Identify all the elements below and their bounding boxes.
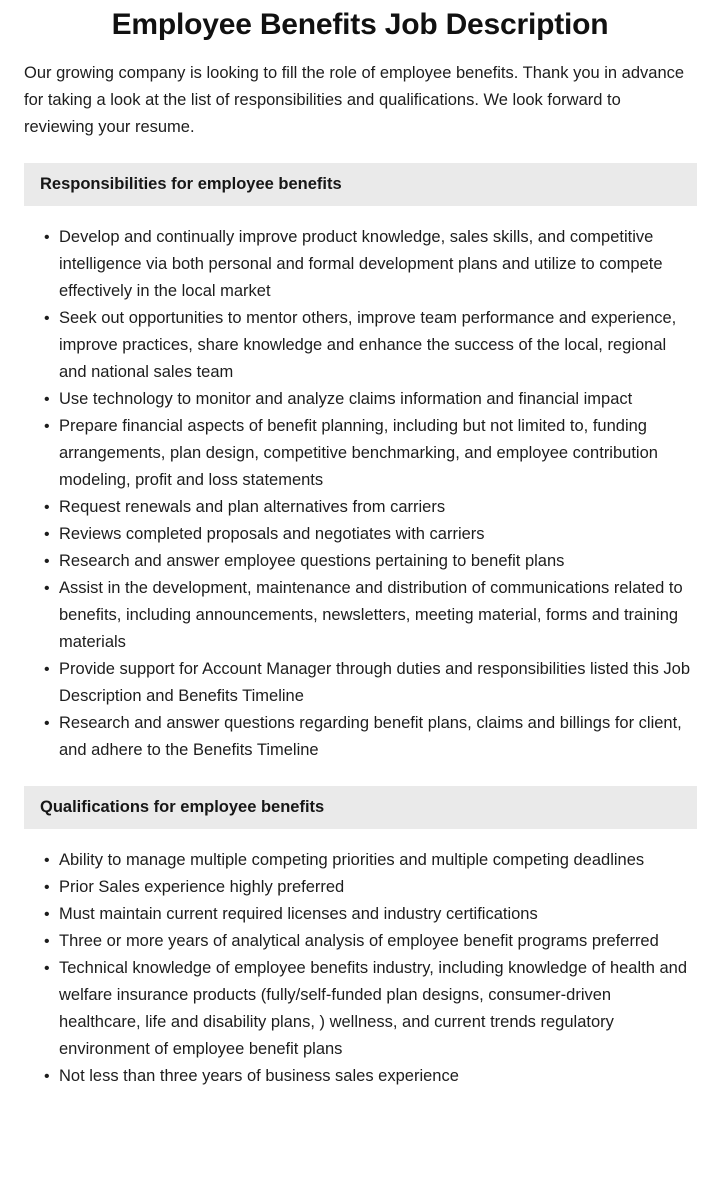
list-item: [44, 847, 692, 874]
bullet-point-icon: •: [44, 526, 50, 543]
list-item-text: Three or more years of analytical analysis of employee benefit programs preferred: [59, 932, 659, 950]
list-item: [44, 305, 692, 386]
page-title: Employee Benefits Job Description: [111, 8, 609, 41]
bottom-spacer: [0, 1090, 720, 1110]
list-item-text: Prior Sales experience highly preferred: [59, 878, 345, 896]
list-item-text: Request renewals and plan alternatives from carriers: [59, 498, 446, 516]
bullet-point-icon: •: [44, 229, 50, 246]
list-item-text: Provide support for Account Manager through duties and responsibilities listed this Job Description and Benefits Timeline: [59, 660, 691, 705]
bullet-point-icon: •: [44, 933, 50, 950]
list-item: [44, 224, 692, 305]
list-item: [44, 901, 692, 928]
list-item: [44, 710, 692, 764]
section-heading: Qualifications for employee benefits: [40, 798, 325, 816]
bullet-list: [0, 224, 720, 764]
bullet-point-icon: •: [44, 960, 50, 977]
list-item: [44, 1063, 692, 1090]
list-item: [44, 548, 692, 575]
list-item: [44, 928, 692, 955]
list-item: [44, 521, 692, 548]
bullet-point-icon: •: [44, 580, 50, 597]
bullet-point-icon: •: [44, 310, 50, 327]
list-item-text: Ability to manage multiple competing priorities and multiple competing deadlines: [59, 851, 645, 869]
sections-container: [0, 163, 720, 1090]
bullet-point-icon: •: [44, 715, 50, 732]
list-item: [44, 656, 692, 710]
section-header: [24, 163, 697, 206]
bullet-point-icon: •: [44, 852, 50, 869]
list-item: [44, 955, 692, 1063]
list-item-text: Research and answer questions regarding benefit plans, claims and billings for client, and adhere to the Benefits Timeline: [59, 714, 682, 759]
bullet-point-icon: •: [44, 553, 50, 570]
section-header: [24, 786, 697, 829]
list-item-text: Research and answer employee questions pertaining to benefit plans: [59, 552, 565, 570]
section: [0, 786, 720, 1090]
list-item: [44, 413, 692, 494]
list-item-text: Use technology to monitor and analyze claims information and financial impact: [59, 390, 633, 408]
list-item-text: Reviews completed proposals and negotiates with carriers: [59, 525, 485, 543]
bullet-point-icon: •: [44, 1068, 50, 1085]
list-item-text: Prepare financial aspects of benefit planning, including but not limited to, funding arrangements, plan design, competitive benchmarking, and employee contribution modeling, profit and loss statements: [59, 417, 658, 489]
list-item-text: Assist in the development, maintenance and distribution of communications related to benefits, including announcements, newsletters, meeting material, forms and training materials: [59, 579, 683, 651]
list-item-text: Must maintain current required licenses and industry certifications: [59, 905, 538, 923]
list-item: [44, 575, 692, 656]
bullet-point-icon: •: [44, 499, 50, 516]
list-item-text: Technical knowledge of employee benefits industry, including knowledge of health and welfare insurance products (fully/self-funded plan designs, consumer-driven healthcare, life and disability plans, ) wellness, and current trends regulatory environment of employee benefit plans: [59, 959, 688, 1058]
list-item-text: Not less than three years of business sales experience: [59, 1067, 459, 1085]
bullet-point-icon: •: [44, 391, 50, 408]
list-item: [44, 874, 692, 901]
list-item-text: Seek out opportunities to mentor others, improve team performance and experience, improve practices, share knowledge and enhance the success of the local, regional and national sales team: [59, 309, 677, 381]
bullet-point-icon: •: [44, 661, 50, 678]
bullet-list: [0, 847, 720, 1090]
bullet-point-icon: •: [44, 906, 50, 923]
section: [0, 163, 720, 764]
intro-paragraph: Our growing company is looking to fill the role of employee benefits. Thank you in advance for taking a look at the list of responsibilities and qualifications. We look forward to reviewing your resume.: [24, 64, 685, 136]
bullet-point-icon: •: [44, 879, 50, 896]
list-item-text: Develop and continually improve product knowledge, sales skills, and competitive intelligence via both personal and formal development plans and utilize to compete effectively in the local market: [59, 228, 663, 300]
list-item: [44, 386, 692, 413]
section-heading: Responsibilities for employee benefits: [40, 175, 342, 193]
bullet-point-icon: •: [44, 418, 50, 435]
list-item: [44, 494, 692, 521]
